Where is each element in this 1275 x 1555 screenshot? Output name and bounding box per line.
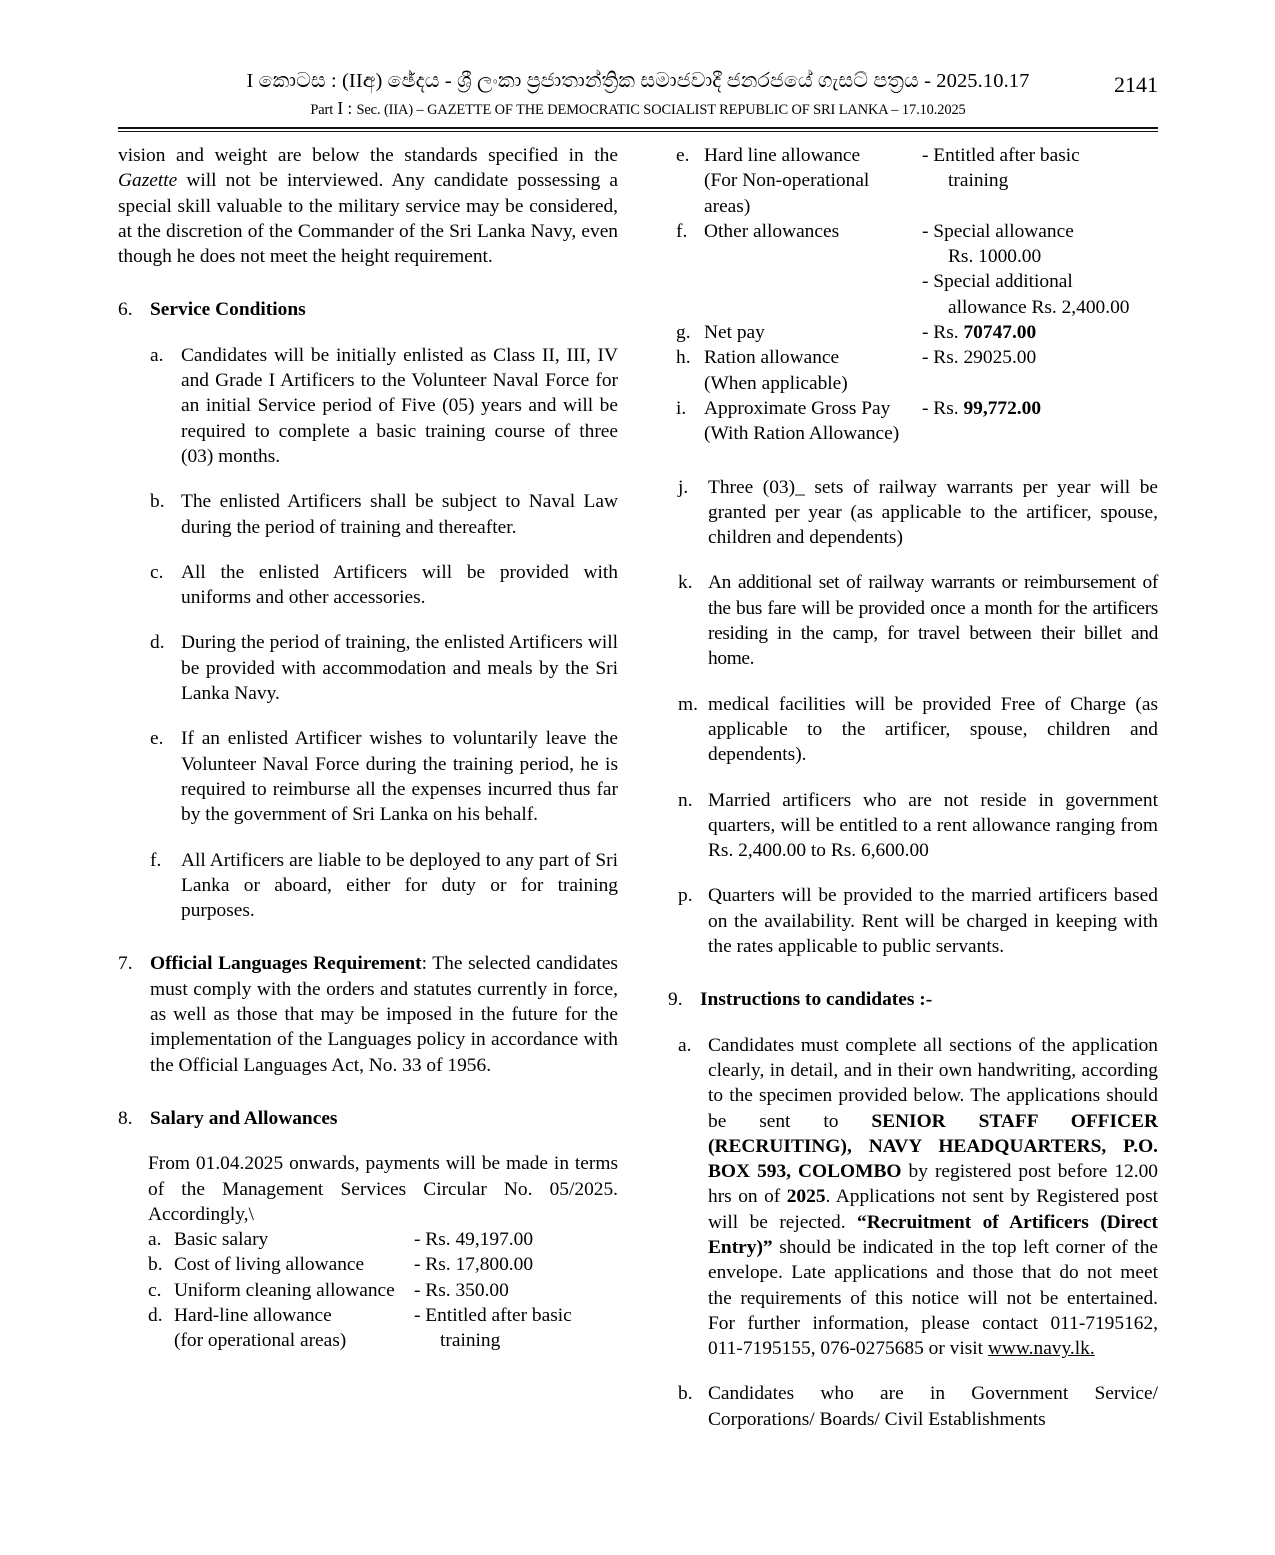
net-pay-amount: 70747.00 [963,322,1037,344]
pay-row-letter: d. [148,1304,163,1326]
section-7-number: 7. [118,953,133,975]
item-a-seg1: Candidates must complete all sections of the application clearly, in detail, and in their own handwriting, according to the specimen provided below. The applications should be sent to [708,1034,1158,1132]
pay-row-gross [676,396,1158,421]
item-letter: p. [678,885,693,907]
item-a-seg7: should be indicated in the top left corner of the envelope. Late applications and those that do not meet the requirements of this notice will not be entertained. For further information, please contact 011-7195162, 011-7195155, 076-0275685 or visit [708,1236,1158,1360]
pay-row-value: - Special allowance [922,220,1074,242]
header-line-english [118,98,1158,119]
section-7-body [150,951,618,1077]
page-number: 2141 [1114,72,1158,97]
pay-row-label: areas) [704,195,751,217]
pay-row-label: Hard line allowance [704,145,861,166]
section-6-item-d [150,630,618,706]
item-letter: a. [150,344,164,366]
item-text [708,1033,1158,1362]
item-letter: d. [150,632,165,654]
left-column [118,143,618,1354]
pay-row [148,1278,618,1303]
section-7-text: : The selected candidates must comply with the orders and statutes currently in force, as well as those that may be imposed in the future for the implementation of the Languages policy in accordance with the Official Languages Act, No. 33 of 1956. [150,953,618,1076]
pay-row-label: Uniform cleaning allowance [174,1279,395,1301]
pay-row-label: Net pay [704,322,765,344]
pay-row-label: Hard-line allowance [174,1304,332,1326]
pay-row [148,1227,618,1252]
section-6-heading [118,297,618,322]
section-9-heading [668,987,1158,1012]
item-letter: c. [150,561,164,583]
header-english-rest: (IIA) – GAZETTE OF THE DEMOCRATIC SOCIALIST REPUBLIC OF SRI LANKA – 17.10.2025 [380,102,966,118]
item-text: During the period of training, the enlisted Artificers will be provided with accommodation and meals by the Sri Lanka Navy. [181,632,618,705]
header-sec-label: Sec. [356,102,381,118]
right-item-k [678,570,1158,671]
left-pay-table [148,1227,618,1353]
deadline-year: 2025 [786,1186,826,1208]
pay-row-continuation [676,244,1158,269]
pay-row-letter: e. [676,145,690,166]
pay-row [148,1303,618,1328]
gross-pay-amount: 99,772.00 [963,397,1042,419]
section-6-item-b [150,489,618,540]
section-9-number: 9. [668,989,683,1011]
right-pay-table [676,143,1158,447]
pay-row-label: (For Non-operational [704,170,870,192]
pay-row-letter: f. [676,220,688,242]
recruiting-office-address: SENIOR STAFF OFFICER (RECRUITING), NAVY HEADQUARTERS, P.O. BOX 593, COLOMBO [708,1110,1158,1183]
item-text: medical facilities will be provided Free of Charge (as applicable to the artificer, spouse, children and dependents). [708,693,1158,766]
right-column [668,143,1158,1432]
pay-row-continuation [676,295,1158,320]
item-text: Three (03)_ sets of railway warrants per year will be granted per year (as applicable to the artificer, spouse, children and dependents) [708,476,1158,549]
pay-row-value [922,320,1158,345]
gazette-italic-word: Gazette [118,170,178,192]
pay-row-label: (With Ration Allowance) [704,423,900,445]
header-part-number: I : [333,98,357,118]
pay-row [676,219,1158,244]
item-letter: a. [678,1034,692,1056]
item-text: All Artificers are liable to be deployed to any part of Sri Lanka or aboard, either for duty or for training purposes. [181,849,618,922]
pay-row [676,143,1158,168]
envelope-marking-text: “Recruitment of Artificers (Direct Entry)” [708,1211,1158,1258]
section-6-item-f [150,848,618,924]
pay-row-value: allowance Rs. 2,400.00 [948,296,1130,318]
header-line-sinhala [118,70,1158,93]
pay-row [148,1252,618,1277]
section-6-title: Service Conditions [150,299,306,321]
pay-row-label: Approximate Gross Pay [704,397,891,419]
item-text: Candidates who are in Government Service/ Corporations/ Boards/ Civil Establishments [708,1383,1158,1430]
pay-row-net-pay [676,320,1158,345]
pay-row-ration [676,345,1158,370]
item-text: Married artificers who are not reside in government quarters, will be entitled to a rent allowance ranging from Rs. 2,400.00 to Rs. 6,600.00 [708,789,1158,862]
section-9-item-a [678,1033,1158,1362]
pay-row-value: training [440,1330,501,1352]
pay-row-value: - Rs. 17,800.00 [414,1254,534,1276]
section-7 [118,951,618,1077]
item-text: If an enlisted Artificer wishes to voluntarily leave the Volunteer Naval Force during the training period, he is required to reimburse all the expenses incurred thus far by the government of Sri Lanka on his behalf. [181,728,618,826]
pay-row-letter: i. [676,397,687,419]
item-letter: k. [678,572,693,594]
continued-paragraph-pre: vision and weight are below the standards specified in the [118,145,618,166]
item-letter: b. [678,1383,693,1405]
pay-row-letter: h. [676,347,691,369]
pay-row-value: training [948,170,1009,192]
right-item-m [678,692,1158,768]
item-text: An additional set of railway warrants or reimbursement of the bus fare will be provided once a month for the artificers residing in the camp, for travel between their billet and home. [708,572,1158,670]
pay-row-label: Cost of living allowance [174,1254,365,1276]
pay-row-label: Ration allowance [704,347,840,369]
item-text: The enlisted Artificers shall be subject to Naval Law during the period of training and thereafter. [181,491,618,538]
pay-row-value: - Entitled after basic [922,145,1080,166]
item-a-seg3: by registered post before 12.00 hrs on of [708,1161,1158,1208]
page-header [118,70,1158,119]
item-a-seg5: . Applications not sent by Registered post will be rejected. [708,1186,1158,1233]
item-letter: n. [678,789,693,811]
continued-paragraph-post: will not be interviewed. Any candidate possessing a special skill valuable to the military service may be considered, at the discretion of the Commander of the Sri Lanka Navy, even though he does not meet the height requirement. [118,170,618,268]
pay-row-continuation [676,168,1158,193]
pay-row-value: - Rs. 350.00 [414,1279,509,1301]
section-9-title: Instructions to candidates :- [700,989,933,1011]
section-6-item-e [150,726,618,827]
pay-row-label: (for operational areas) [174,1330,347,1352]
section-8-heading [118,1106,618,1131]
pay-row-label: Other allowances [704,220,840,242]
pay-row-value: - Rs. 49,197.00 [414,1229,534,1251]
pay-row-value: Rs. 1000.00 [948,246,1042,268]
section-8-number: 8. [118,1107,133,1129]
pay-row-letter: g. [676,322,691,344]
item-text: Candidates will be initially enlisted as Class II, III, IV and Grade I Artificers to the Volunteer Naval Force for an initial Service period of Five (05) years and will be required to complete a basic training course of three (03) months. [181,344,618,467]
pay-row-label: (When applicable) [704,372,848,394]
net-pay-prefix: - Rs. [922,322,964,344]
pay-row-letter: c. [148,1279,162,1301]
pay-row-continuation [676,194,1158,219]
section-6-number: 6. [118,299,133,321]
section-8-intro: From 01.04.2025 onwards, payments will be made in terms of the Management Services Circular No. 05/2025. Accordingly,\ [148,1153,618,1225]
header-part-label: Part [310,102,334,118]
pay-row-value [922,396,1158,421]
pay-row-letter: a. [148,1229,162,1251]
item-letter: j. [678,476,689,498]
pay-row-letter: b. [148,1254,163,1276]
section-8-title: Salary and Allowances [150,1107,338,1129]
section-9-item-b [678,1381,1158,1432]
continued-paragraph [118,143,618,269]
gross-pay-prefix: - Rs. [922,397,964,419]
section-6-item-a [150,343,618,469]
pay-row-continuation [676,421,1158,446]
navy-website-link[interactable]: www.navy.lk. [987,1338,1095,1360]
item-text: All the enlisted Artificers will be provided with uniforms and other accessories. [181,561,618,609]
item-letter: f. [150,849,162,871]
item-letter: m. [678,693,698,715]
pay-row-continuation [676,269,1158,294]
right-item-n [678,788,1158,864]
pay-row-continuation [148,1328,618,1353]
pay-row-label: Basic salary [174,1229,269,1251]
pay-row-value: - Entitled after basic [414,1304,572,1326]
right-item-p [678,883,1158,959]
pay-row-continuation [676,371,1158,396]
pay-row-value: - Rs. 29025.00 [922,347,1037,369]
item-text: Quarters will be provided to the married artificers based on the availability. Rent will be charged in keeping with the rates applicable to public servants. [708,885,1158,958]
section-7-title: Official Languages Requirement [150,953,422,975]
header-divider-rule [118,127,1158,132]
header-sinhala-text: I කොටස : (IIඅ) ඡේදය - ශ්‍රී ලංකා ප්‍රජාතාන්ත්‍රික සමාජවාදී ජනරජයේ ගැසට් පත්‍රය - 2025.10.17 [246,70,1030,92]
section-6-item-c [150,560,618,611]
pay-row-value: - Special additional [922,271,1073,293]
right-item-j [678,475,1158,551]
item-letter: e. [150,728,164,750]
item-letter: b. [150,491,165,513]
